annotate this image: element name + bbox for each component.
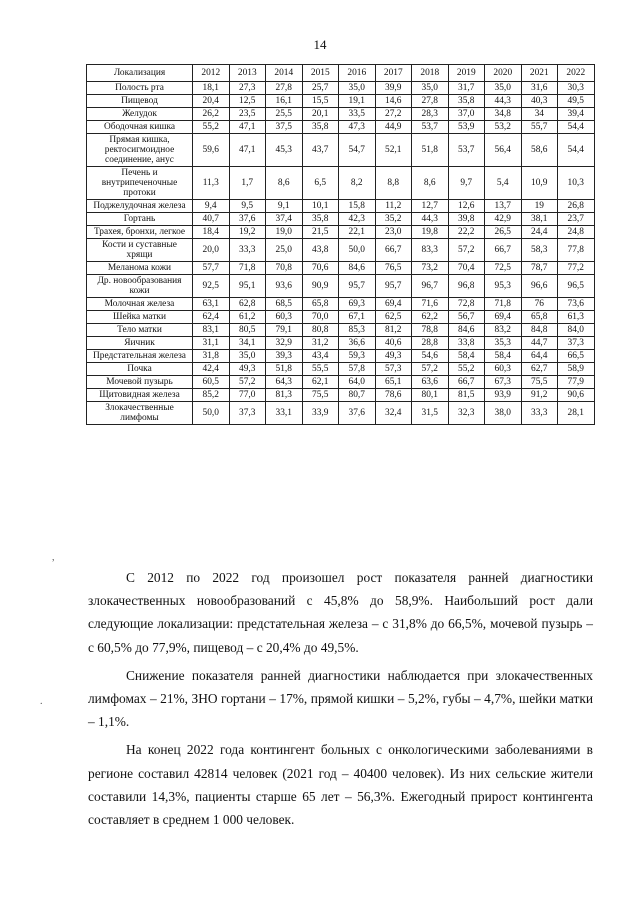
table-cell: 62,8 [229,298,266,311]
table-cell: 69,3 [339,298,376,311]
table-cell: 16,1 [266,95,303,108]
table-row [87,167,595,200]
row-label: Поджелудочная железа [87,200,193,213]
table-cell: 42,4 [193,363,230,376]
table-cell: 56,4 [485,134,522,167]
table-cell: 66,5 [558,350,595,363]
table-row [87,337,595,350]
table-cell: 12,5 [229,95,266,108]
table-cell: 66,7 [485,239,522,262]
table-cell: 96,6 [521,275,558,298]
table-header-row [87,65,595,82]
table-cell: 10,3 [558,167,595,200]
page-number: 14 [313,37,327,52]
table-cell: 47,1 [229,134,266,167]
table-row [87,389,595,402]
table-cell: 37,6 [229,213,266,226]
table-cell: 39,9 [375,82,412,95]
table-cell: 58,9 [558,363,595,376]
table-cell: 44,7 [521,337,558,350]
table-cell: 81,3 [266,389,303,402]
table-cell: 91,2 [521,389,558,402]
table-cell: 54,4 [558,121,595,134]
table-cell: 57,2 [412,363,449,376]
table-cell: 21,5 [302,226,339,239]
table-cell: 15,8 [339,200,376,213]
table-cell: 33,1 [266,402,303,425]
table-cell: 33,5 [339,108,376,121]
table-cell: 42,3 [339,213,376,226]
table-cell: 40,3 [521,95,558,108]
table-cell: 8,2 [339,167,376,200]
table-cell: 26,2 [193,108,230,121]
table-cell: 70,0 [302,311,339,324]
table-cell: 64,4 [521,350,558,363]
table-cell: 5,4 [485,167,522,200]
table-cell: 71,8 [485,298,522,311]
table-cell: 49,5 [558,95,595,108]
table-cell: 72,5 [485,262,522,275]
table-cell: 58,6 [521,134,558,167]
table-cell: 31,6 [521,82,558,95]
table-cell: 19,2 [229,226,266,239]
table-cell: 25,5 [266,108,303,121]
table-cell: 19,1 [339,95,376,108]
table-cell: 77,9 [558,376,595,389]
table-cell: 27,8 [412,95,449,108]
table-cell: 67,3 [485,376,522,389]
table-row [87,402,595,425]
table-cell: 38,1 [521,213,558,226]
table-cell: 33,9 [302,402,339,425]
table-cell: 62,2 [412,311,449,324]
table-cell: 32,9 [266,337,303,350]
table-cell: 10,1 [302,200,339,213]
table-cell: 84,0 [558,324,595,337]
table-row [87,262,595,275]
table-cell: 34 [521,108,558,121]
table-cell: 35,2 [375,213,412,226]
table-cell: 37,4 [266,213,303,226]
table-cell: 37,0 [448,108,485,121]
table-cell: 54,6 [412,350,449,363]
table-cell: 47,3 [339,121,376,134]
table-cell: 93,9 [485,389,522,402]
table-row [87,298,595,311]
table-cell: 58,4 [448,350,485,363]
table-cell: 57,2 [229,376,266,389]
row-label: Полость рта [87,82,193,95]
table-row [87,213,595,226]
table-cell: 92,5 [193,275,230,298]
table-cell: 33,8 [448,337,485,350]
row-label: Трахея, бронхи, легкое [87,226,193,239]
table-row [87,82,595,95]
table-cell: 90,9 [302,275,339,298]
table-cell: 38,0 [485,402,522,425]
table-cell: 80,7 [339,389,376,402]
row-label: Злокачественные лимфомы [87,402,193,425]
table-cell: 35,0 [339,82,376,95]
table-cell: 64,3 [266,376,303,389]
table-cell: 13,7 [485,200,522,213]
table-cell: 43,4 [302,350,339,363]
table-cell: 8,6 [266,167,303,200]
table-cell: 60,3 [485,363,522,376]
table-cell: 60,3 [266,311,303,324]
table-cell: 34,8 [485,108,522,121]
row-label: Шейка матки [87,311,193,324]
table-cell: 27,3 [229,82,266,95]
table-cell: 77,8 [558,239,595,262]
table-cell: 45,3 [266,134,303,167]
table-cell: 76,5 [375,262,412,275]
table-cell: 1,7 [229,167,266,200]
table-cell: 34,1 [229,337,266,350]
row-label: Почка [87,363,193,376]
table-cell: 42,9 [485,213,522,226]
table-cell: 68,5 [266,298,303,311]
table-cell: 67,1 [339,311,376,324]
text-block [88,566,593,836]
row-label: Печень и внутрипеченочные протоки [87,167,193,200]
row-label: Прямая кишка, ректосигмоидное соединение, анус [87,134,193,167]
table-cell: 37,3 [558,337,595,350]
table-cell: 62,7 [521,363,558,376]
table-cell: 79,1 [266,324,303,337]
table-cell: 53,9 [448,121,485,134]
table-cell: 51,8 [412,134,449,167]
row-label: Желудок [87,108,193,121]
table-cell: 84,8 [521,324,558,337]
table-cell: 25,7 [302,82,339,95]
table-cell: 24,8 [558,226,595,239]
table-row [87,363,595,376]
table-cell: 43,7 [302,134,339,167]
row-label: Яичник [87,337,193,350]
table-cell: 59,6 [193,134,230,167]
row-label: Щитовидная железа [87,389,193,402]
table-cell: 15,5 [302,95,339,108]
table-cell: 39,4 [558,108,595,121]
table-cell: 85,3 [339,324,376,337]
table-cell: 31,7 [448,82,485,95]
table-cell: 73,2 [412,262,449,275]
table-cell: 81,2 [375,324,412,337]
table-cell: 31,8 [193,350,230,363]
table-cell: 10,9 [521,167,558,200]
table-cell: 75,5 [302,389,339,402]
table-cell: 35,0 [485,82,522,95]
table-row [87,121,595,134]
data-table [86,64,595,425]
table-cell: 77,0 [229,389,266,402]
table-cell: 75,5 [521,376,558,389]
table-cell: 28,1 [558,402,595,425]
table-cell: 53,7 [448,134,485,167]
table-cell: 96,8 [448,275,485,298]
table-cell: 62,4 [193,311,230,324]
table-cell: 55,2 [448,363,485,376]
table-cell: 53,7 [412,121,449,134]
column-header-year: 2012 [193,65,230,82]
column-header-year: 2020 [485,65,522,82]
table-cell: 14,6 [375,95,412,108]
table-cell: 33,3 [521,402,558,425]
margin-mark: . [40,696,43,707]
table-cell: 80,1 [412,389,449,402]
table-cell: 70,4 [448,262,485,275]
paragraph: Снижение показателя ранней диагностики наблюдается при злокачественных лимфомах – 21%, ЗНО гортани – 17%, прямой кишки – 5,2%, губы – 4,7%, шейки матки – 1,1%. [88,667,593,730]
table-cell: 35,0 [412,82,449,95]
table-cell: 11,2 [375,200,412,213]
table-cell: 44,9 [375,121,412,134]
table-cell: 37,6 [339,402,376,425]
table-cell: 22,2 [448,226,485,239]
table-row [87,108,595,121]
table-cell: 55,2 [193,121,230,134]
table-cell: 78,7 [521,262,558,275]
table-cell: 44,3 [412,213,449,226]
table-cell: 73,6 [558,298,595,311]
row-label: Пищевод [87,95,193,108]
row-label: Молочная железа [87,298,193,311]
table-cell: 57,2 [448,239,485,262]
table-cell: 18,1 [193,82,230,95]
table-row [87,275,595,298]
table-cell: 20,1 [302,108,339,121]
table-cell: 9,4 [193,200,230,213]
table-cell: 35,0 [229,350,266,363]
table-cell: 57,7 [193,262,230,275]
table-cell: 96,7 [412,275,449,298]
table-cell: 22,1 [339,226,376,239]
table-cell: 9,1 [266,200,303,213]
table-cell: 65,1 [375,376,412,389]
table-cell: 27,2 [375,108,412,121]
table-cell: 66,7 [375,239,412,262]
table-cell: 35,8 [302,121,339,134]
table-cell: 95,1 [229,275,266,298]
table-cell: 62,5 [375,311,412,324]
table-cell: 84,6 [448,324,485,337]
table-cell: 30,3 [558,82,595,95]
row-label: Тело матки [87,324,193,337]
column-header-year: 2015 [302,65,339,82]
table-cell: 64,0 [339,376,376,389]
table-cell: 70,6 [302,262,339,275]
table-cell: 20,0 [193,239,230,262]
table-cell: 70,8 [266,262,303,275]
table-cell: 50,0 [339,239,376,262]
table-cell: 69,4 [485,311,522,324]
table-cell: 26,5 [485,226,522,239]
table-cell: 31,1 [193,337,230,350]
table-cell: 23,0 [375,226,412,239]
table-cell: 31,5 [412,402,449,425]
table-cell: 53,2 [485,121,522,134]
paragraph: С 2012 по 2022 год произошел рост показателя ранней диагностики злокачественных новообразований с 45,8% до 58,9%. Наибольший рост дали следующие локализации: предстательная железа – с 31,8% до 66,5%, мочевой пузырь – с 60,5% до 77,9%, пищевод – с 20,4% до 49,5%. [88,570,593,655]
table-body [87,82,595,425]
column-header-year: 2022 [558,65,595,82]
row-label: Ободочная кишка [87,121,193,134]
table-cell: 32,4 [375,402,412,425]
table-cell: 54,4 [558,134,595,167]
table-cell: 50,0 [193,402,230,425]
table-row [87,324,595,337]
table-cell: 9,7 [448,167,485,200]
row-label: Др. новообразования кожи [87,275,193,298]
table-cell: 49,3 [375,350,412,363]
table-cell: 58,4 [485,350,522,363]
table-cell: 18,4 [193,226,230,239]
table-cell: 11,3 [193,167,230,200]
table-cell: 84,6 [339,262,376,275]
column-header-year: 2013 [229,65,266,82]
table-cell: 25,0 [266,239,303,262]
table-cell: 85,2 [193,389,230,402]
table-row [87,95,595,108]
table-cell: 57,3 [375,363,412,376]
table-cell: 61,3 [558,311,595,324]
table-cell: 95,7 [375,275,412,298]
column-header-location: Локализация [87,65,193,82]
table-cell: 39,3 [266,350,303,363]
table-cell: 49,3 [229,363,266,376]
table-cell: 80,5 [229,324,266,337]
table-cell: 55,5 [302,363,339,376]
table-cell: 80,8 [302,324,339,337]
table-cell: 43,8 [302,239,339,262]
table-cell: 90,6 [558,389,595,402]
table-cell: 81,5 [448,389,485,402]
row-label: Меланома кожи [87,262,193,275]
table-cell: 12,6 [448,200,485,213]
table-cell: 83,1 [193,324,230,337]
table-cell: 37,3 [229,402,266,425]
table-cell: 47,1 [229,121,266,134]
column-header-year: 2016 [339,65,376,82]
column-header-year: 2018 [412,65,449,82]
table-cell: 37,5 [266,121,303,134]
table-cell: 40,7 [193,213,230,226]
table-cell: 93,6 [266,275,303,298]
table-cell: 72,8 [448,298,485,311]
table-cell: 8,6 [412,167,449,200]
table-row [87,350,595,363]
table-row [87,376,595,389]
table-cell: 69,4 [375,298,412,311]
table-cell: 78,6 [375,389,412,402]
table-row [87,239,595,262]
table-cell: 35,3 [485,337,522,350]
table-cell: 36,6 [339,337,376,350]
table-cell: 26,8 [558,200,595,213]
table-cell: 63,1 [193,298,230,311]
table-cell: 44,3 [485,95,522,108]
table-cell: 24,4 [521,226,558,239]
table-cell: 95,3 [485,275,522,298]
table-cell: 9,5 [229,200,266,213]
table-cell: 51,8 [266,363,303,376]
table-cell: 52,1 [375,134,412,167]
table-cell: 28,8 [412,337,449,350]
table-cell: 66,7 [448,376,485,389]
table-cell: 60,5 [193,376,230,389]
table-cell: 20,4 [193,95,230,108]
margin-mark: , [52,552,55,563]
table-cell: 6,5 [302,167,339,200]
table-cell: 39,8 [448,213,485,226]
table-cell: 58,3 [521,239,558,262]
table-cell: 62,1 [302,376,339,389]
table-cell: 35,8 [302,213,339,226]
column-header-year: 2021 [521,65,558,82]
table-cell: 33,3 [229,239,266,262]
table-cell: 61,2 [229,311,266,324]
table-cell: 19 [521,200,558,213]
table-cell: 40,6 [375,337,412,350]
table-cell: 27,8 [266,82,303,95]
table-cell: 56,7 [448,311,485,324]
table-cell: 76 [521,298,558,311]
table-cell: 83,2 [485,324,522,337]
column-header-year: 2014 [266,65,303,82]
table-row [87,200,595,213]
table-cell: 8,8 [375,167,412,200]
table-cell: 95,7 [339,275,376,298]
table-cell: 57,8 [339,363,376,376]
table-cell: 78,8 [412,324,449,337]
table-cell: 83,3 [412,239,449,262]
table-cell: 96,5 [558,275,595,298]
table-cell: 35,8 [448,95,485,108]
row-label: Кости и суставные хрящи [87,239,193,262]
table-cell: 59,3 [339,350,376,363]
table-cell: 77,2 [558,262,595,275]
table-cell: 71,6 [412,298,449,311]
row-label: Мочевой пузырь [87,376,193,389]
table-row [87,226,595,239]
table-row [87,134,595,167]
row-label: Гортань [87,213,193,226]
table-cell: 12,7 [412,200,449,213]
table-cell: 54,7 [339,134,376,167]
column-header-year: 2019 [448,65,485,82]
table-cell: 55,7 [521,121,558,134]
table-cell: 32,3 [448,402,485,425]
paragraph: На конец 2022 года контингент больных с онкологическими заболеваниями в регионе составил 42814 человек (2021 год – 40400 человек). Из них сельские жители составили 14,3%, пациенты старше 65 лет – 56,3%. Ежегодный прирост контингента составляет в среднем 1 000 человек. [88,742,593,828]
column-header-year: 2017 [375,65,412,82]
table-cell: 63,6 [412,376,449,389]
table-cell: 23,7 [558,213,595,226]
table-cell: 19,8 [412,226,449,239]
table-cell: 19,0 [266,226,303,239]
table-cell: 71,8 [229,262,266,275]
table-cell: 65,8 [302,298,339,311]
table-cell: 65,8 [521,311,558,324]
table-row [87,311,595,324]
row-label: Предстательная железа [87,350,193,363]
table-cell: 23,5 [229,108,266,121]
table-cell: 28,3 [412,108,449,121]
table-cell: 31,2 [302,337,339,350]
